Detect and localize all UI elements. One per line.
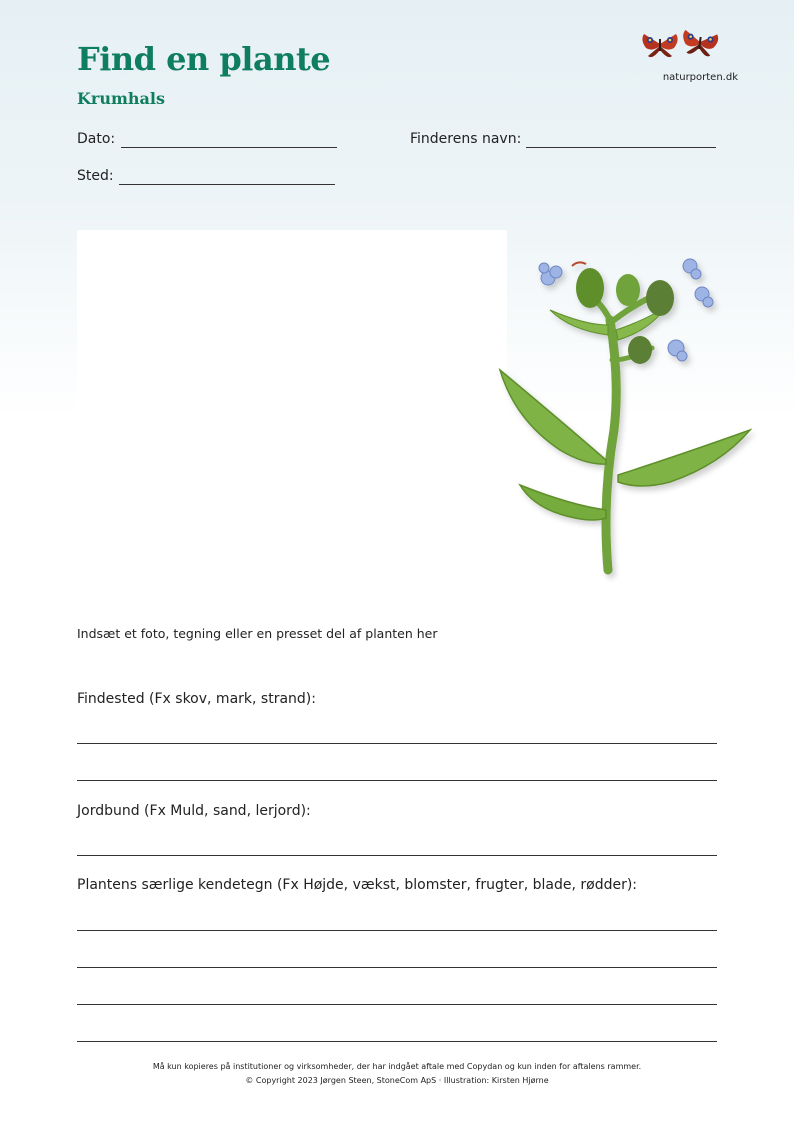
finder-name-field[interactable]	[526, 147, 716, 148]
date-field[interactable]	[121, 147, 337, 148]
footer-copyright: © Copyright 2023 Jørgen Steen, StoneCom ApS · Illustration: Kirsten Hjørne	[245, 1076, 549, 1085]
plant-name: Krumhals	[77, 89, 165, 108]
logo-text: naturporten.dk	[662, 72, 738, 83]
place-field[interactable]	[119, 184, 335, 185]
butterfly-icon	[636, 26, 726, 62]
place-label: Sted:	[77, 168, 114, 184]
kendetegn-line-4[interactable]	[77, 1041, 717, 1042]
date-label: Dato:	[77, 131, 116, 147]
kendetegn-line-3[interactable]	[77, 1004, 717, 1005]
photo-caption: Indsæt et foto, tegning eller en presset del af planten her	[77, 626, 438, 641]
page-title: Find en plante	[77, 40, 331, 78]
photo-insert-area[interactable]	[77, 230, 507, 580]
kendetegn-line-2[interactable]	[77, 967, 717, 968]
kendetegn-label: Plantens særlige kendetegn (Fx Højde, vækst, blomster, frugter, blade, rødder):	[77, 877, 638, 893]
finder-name-label: Finderens navn:	[410, 131, 522, 147]
findested-line-2[interactable]	[77, 780, 717, 781]
jordbund-label: Jordbund (Fx Muld, sand, lerjord):	[77, 803, 311, 819]
jordbund-line-1[interactable]	[77, 855, 717, 856]
findested-label: Findested (Fx skov, mark, strand):	[77, 691, 316, 707]
kendetegn-line-1[interactable]	[77, 930, 717, 931]
findested-line-1[interactable]	[77, 743, 717, 744]
naturporten-logo[interactable]	[628, 24, 748, 88]
footer-license: Må kun kopieres på institutioner og virksomheder, der har indgået aftale med Copydan og kun inden for aftalens rammer.	[152, 1062, 642, 1071]
plant-illustration	[490, 250, 770, 585]
